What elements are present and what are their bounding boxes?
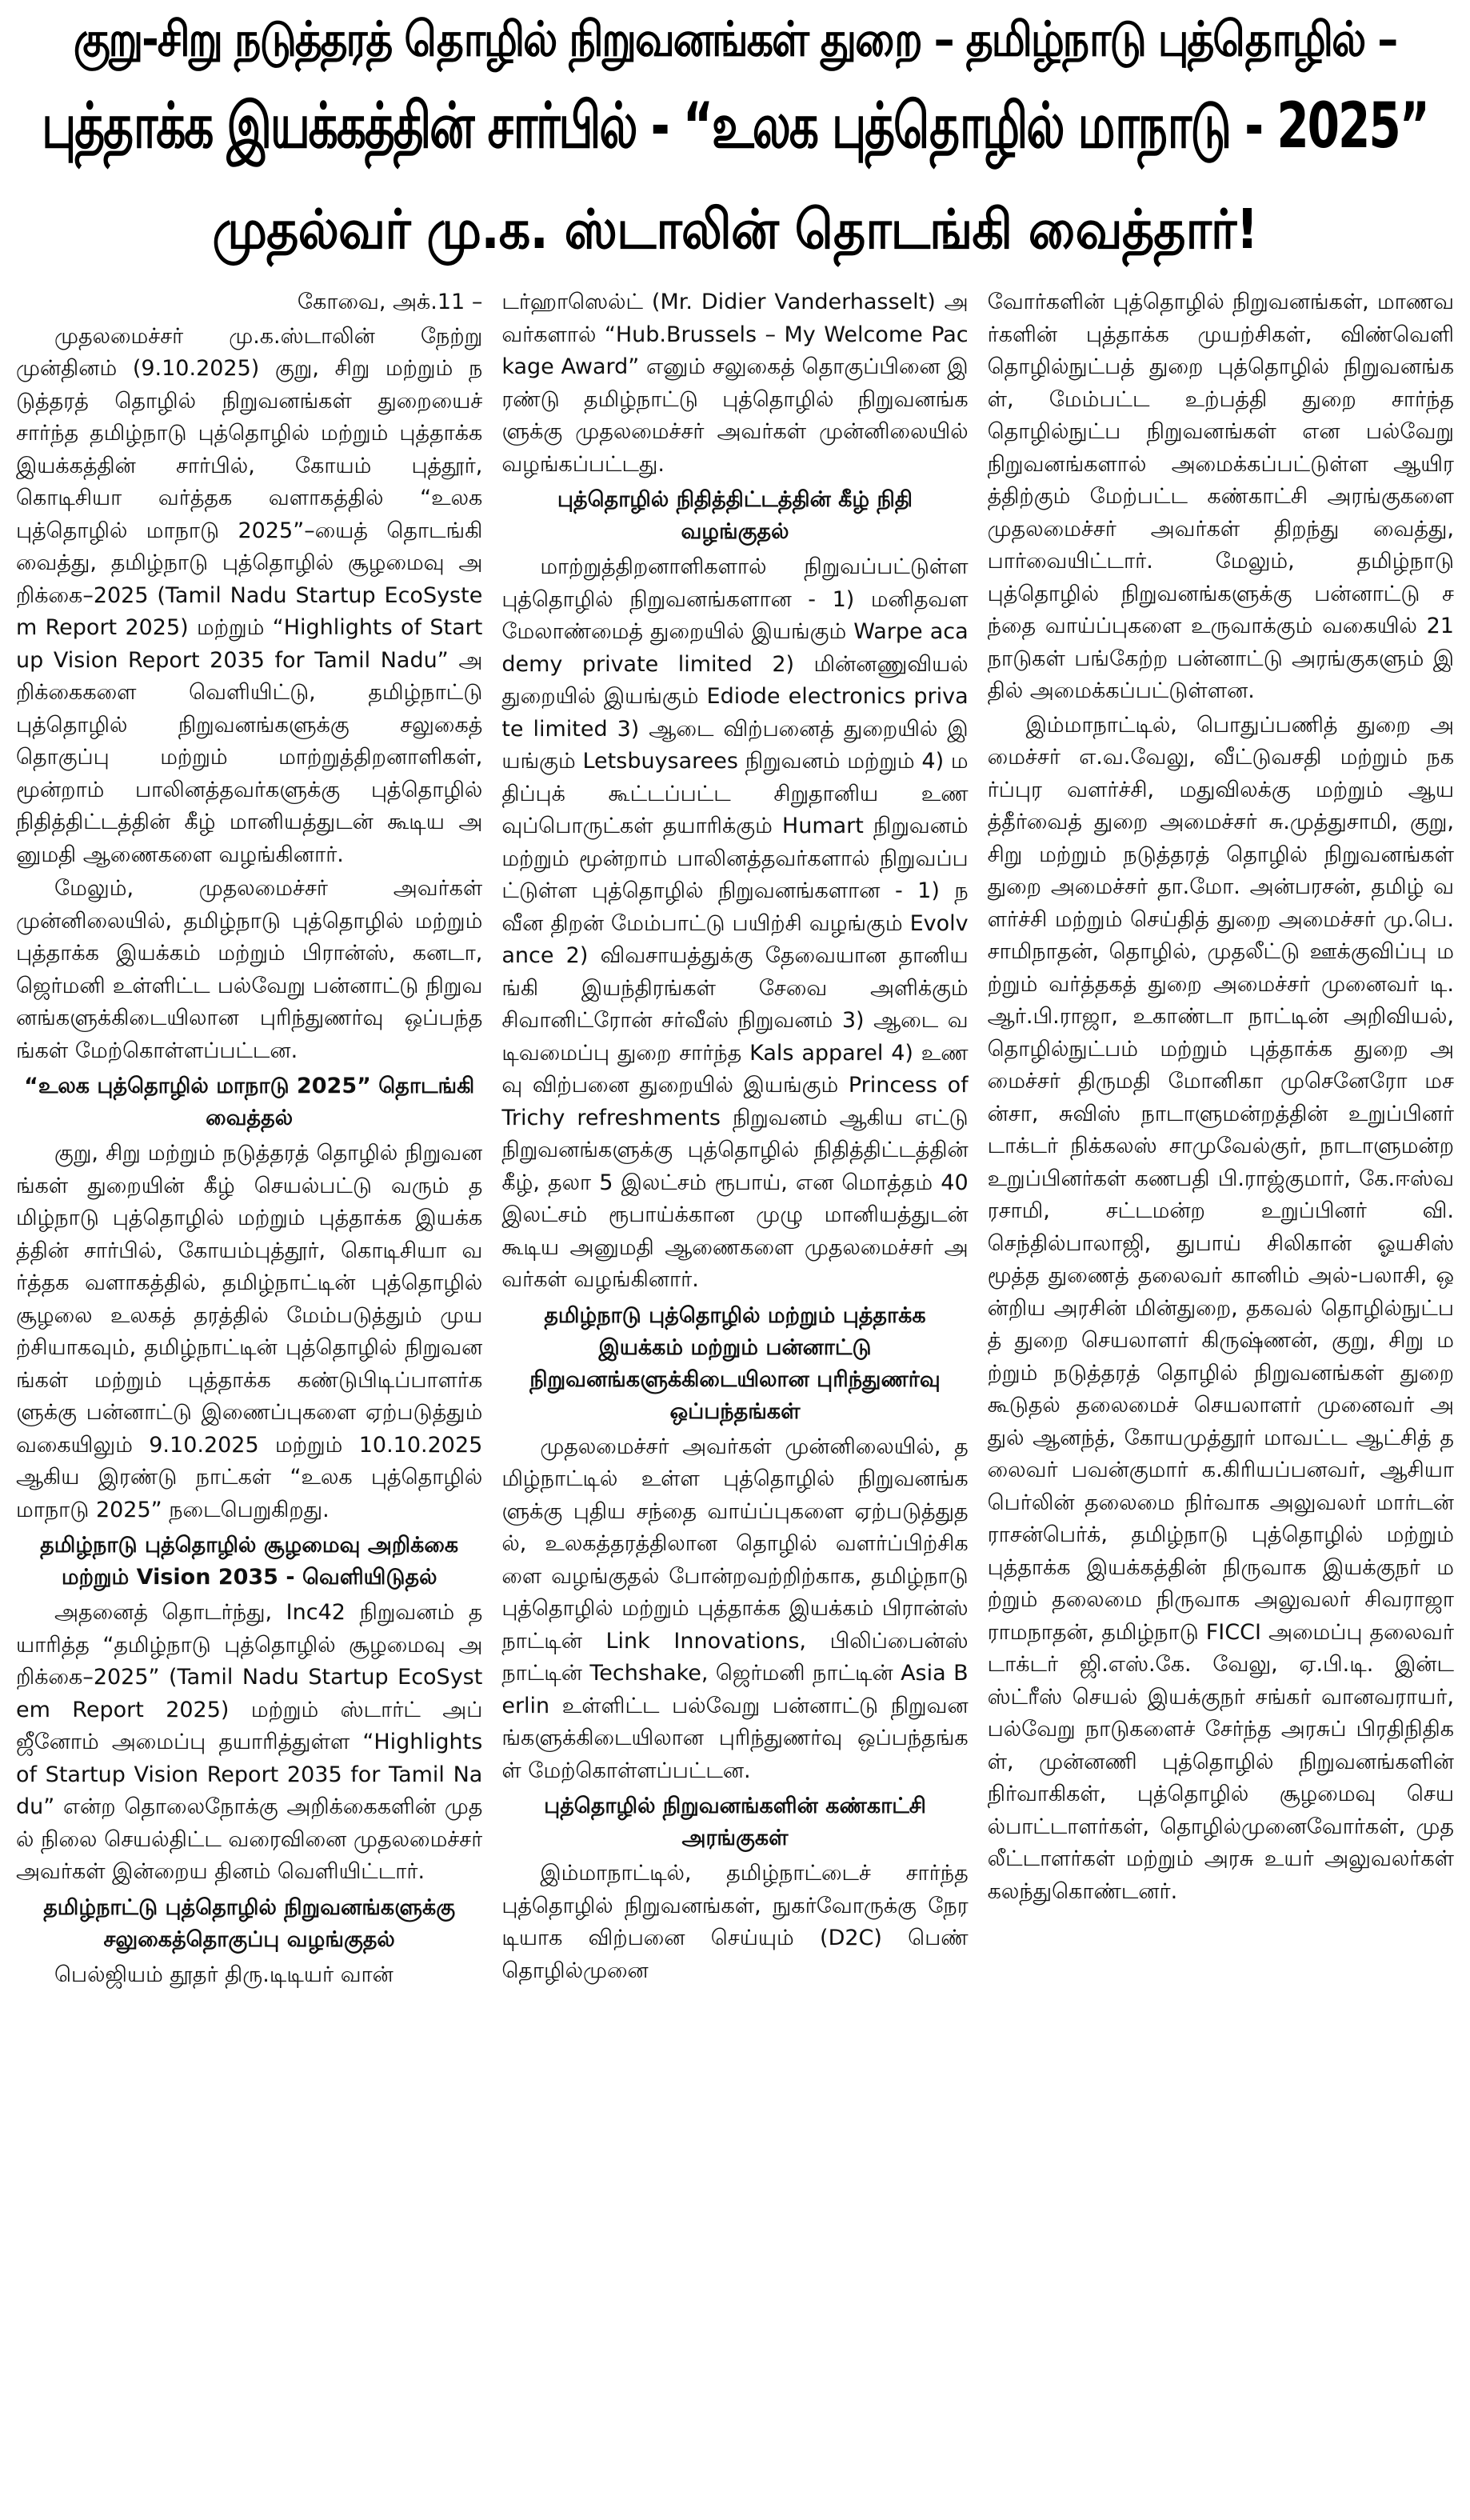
col1-paragraph-1: முதலமைச்சர் மு.க.ஸ்டாலின் நேற்று முன்தினம் (9.10.2025) குறு, சிறு மற்றும் நடுத்தரத் தொழில் நிறுவனங்கள் துறையைச் சார்ந்த தமிழ்நாடு புத்தொழில் மற்றும் புத்தாக்க இயக்கத்தின் சார்பில், கோயம் புத்தூர், கொடிசியா வர்த்தக வளாகத்தில் “உலக புத்தொழில் மாநாடு 2025”–யைத் தொடங்கி வைத்து, தமிழ்நாடு புத்தொழில் சூழமைவு அறிக்கை–2025 (Tamil Nadu Startup EcoSystem Report 2025) மற்றும் “Highlights of Startup Vision Report 2035 for Tamil Nadu” அறிக்கைகளை வெளியிட்டு, தமிழ்நாட்டு புத்தொழில் நிறுவனங்களுக்கு சலுகைத் தொகுப்பு மற்றும் மாற்றுத்திறனாளிகள், மூன்றாம் பாலினத்தவர்களுக்கு புத்தொழில் நிதித்திட்டத்தின் கீழ் மானியத்துடன் கூடிய அனுமதி ஆணைகளை வழங்கினார். xyxy=(16,323,483,867)
column-2 xyxy=(501,286,968,2518)
subheading-summit-launch: “உலக புத்தொழில் மாநாடு 2025” தொடங்கி வைத்தல் xyxy=(24,1074,475,1130)
col3-paragraph-1: வோர்களின் புத்தொழில் நிறுவனங்கள், மாணவர்களின் புத்தாக்க முயற்சிகள், விண்வெளி தொழில்நுட்பத் துறை புத்தொழில் நிறுவனங்கள், மேம்பட்ட உற்பத்தி துறை சார்ந்த தொழில்நுட்ப நிறுவனங்கள் என பல்வேறு நிறுவனங்களால் அமைக்கப்பட்டுள்ள ஆயிரத்திற்கும் மேற்பட்ட கண்காட்சி அரங்குகளை முதலமைச்சர் அவர்கள் திறந்து வைத்து, பார்வையிட்டார். மேலும், தமிழ்நாடு புத்தொழில் நிறுவனங்களுக்கு பன்னாட்டு சந்தை வாய்ப்புகளை உருவாக்கும் வகையில் 21 நாடுகள் பங்கேற்ற பன்னாட்டு அரங்குகளும் இதில் அமைக்கப்பட்டுள்ளன. xyxy=(987,290,1454,703)
dateline: கோவை, அக்.11 – xyxy=(297,290,483,314)
subheading-exhibition: புத்தொழில் நிறுவனங்களின் கண்காட்சி அரங்குகள் xyxy=(544,1794,926,1850)
subheading-mou: தமிழ்நாடு புத்தொழில் மற்றும் புத்தாக்க இயக்கம் மற்றும் பன்னாட்டு நிறுவனங்களுக்கிடையிலான புரிந்துணர்வு ஒப்பந்தங்கள் xyxy=(529,1302,941,1424)
col1-paragraph-4: அதனைத் தொடர்ந்து, Inc42 நிறுவனம் தயாரித்த “தமிழ்நாடு புத்தொழில் சூழமைவு அறிக்கை–2025” (Tamil Nadu Startup EcoSystem Report 2025) மற்றும் ஸ்டார்ட் அப் ஜீனோம் அமைப்பு தயாரித்துள்ள “Highlights of Startup Vision Report 2035 for Tamil Nadu” என்ற தொலைநோக்கு அறிக்கைகளின் முதல் நிலை செயல்திட்ட வரைவினை முதலமைச்சர் அவர்கள் இன்றைய தினம் வெளியிட்டார். xyxy=(16,1600,483,1884)
subheading-report-release: தமிழ்நாடு புத்தொழில் சூழமைவு அறிக்கை மற்றும் Vision 2035 - வெளியிடுதல் xyxy=(40,1533,459,1590)
subheading-fund-disbursal: புத்தொழில் நிதித்திட்டத்தின் கீழ் நிதி வழங்குதல் xyxy=(557,487,913,544)
headline-line-2: புத்தாக்க இயக்கத்தின் சார்பில் - “உலக புத்தொழில் மாநாடு - 2025” xyxy=(42,89,1428,162)
subheading-incentive-package: தமிழ்நாட்டு புத்தொழில் நிறுவனங்களுக்கு சலுகைத்தொகுப்பு வழங்குதல் xyxy=(43,1894,456,1952)
col1-paragraph-2: மேலும், முதலமைச்சர் அவர்கள் முன்னிலையில், தமிழ்நாடு புத்தொழில் மற்றும் புத்தாக்க இயக்கம் மற்றும் பிரான்ஸ், கனடா, ஜெர்மனி உள்ளிட்ட பல்வேறு பன்னாட்டு நிறுவனங்களுக்கிடையிலான புரிந்துணர்வு ஒப்பந்தங்கள் மேற்கொள்ளப்பட்டன. xyxy=(16,876,483,1063)
col3-paragraph-2: இம்மாநாட்டில், பொதுப்பணித் துறை அமைச்சர் எ.வ.வேலு, வீட்டுவசதி மற்றும் நகர்ப்புர வளர்ச்சி, மதுவிலக்கு மற்றும் ஆயத்தீர்வைத் துறை அமைச்சர் சு.முத்துசாமி, குறு, சிறு மற்றும் நடுத்தரத் தொழில் நிறுவனங்கள் துறை அமைச்சர் தா.மோ. அன்பரசன், தமிழ் வளர்ச்சி மற்றும் செய்தித் துறை அமைச்சர் மு.பெ.சாமிநாதன், தொழில், முதலீட்டு ஊக்குவிப்பு மற்றும் வர்த்தகத் துறை அமைச்சர் முனைவர் டி.ஆர்.பி.ராஜா, உகாண்டா நாட்டின் அறிவியல், தொழில்நுட்பம் மற்றும் புத்தாக்க துறை அமைச்சர் திருமதி மோனிகா முசெனேரோ மசன்சா, சுவிஸ் நாடாளுமன்றத்தின் உறுப்பினர் டாக்டர் நிக்கலஸ் சாமுவேல்குர், நாடாளுமன்ற உறுப்பினர்கள் கணபதி பி.ராஜ்குமார், கே.ஈஸ்வரசாமி, சட்டமன்ற உறுப்பினர் வி.செந்தில்பாலாஜி, துபாய் சிலிகான் ஓயசிஸ் மூத்த துணைத் தலைவர் கானிம் அல்-பலாசி, ஒன்றிய அரசின் மின்துறை, தகவல் தொழில்நுட்பத் துறை செயலாளர் கிருஷ்ணன், குறு, சிறு மற்றும் நடுத்தரத் தொழில் நிறுவனங்கள் துறை கூடுதல் தலைமைச் செயலாளர் முனைவர் அதுல் ஆனந்த், கோயமுத்தூர் மாவட்ட ஆட்சித் தலைவர் பவன்குமார் க.கிரியப்பனவர், ஆசியா பெர்லின் தலைமை நிர்வாக அலுவலர் மார்டன் ராசன்பெர்க், தமிழ்நாடு புத்தொழில் மற்றும் புத்தாக்க இயக்கத்தின் நிருவாக இயக்குநர் மற்றும் தலைமை நிருவாக அலுவலர் சிவராஜா ராமநாதன், தமிழ்நாடு FICCI அமைப்பு தலைவர் டாக்டர் ஜி.எஸ்.கே. வேலு, ஏ.பி.டி. இன்டஸ்ட்ரீஸ் செயல் இயக்குநர் சங்கர் வானவராயர், பல்வேறு நாடுகளைச் சேர்ந்த அரசுப் பிரதிநிதிகள், முன்னணி புத்தொழில் நிறுவனங்களின் நிர்வாகிகள், புத்தொழில் சூழமைவு செயல்பாட்டாளர்கள், தொழில்முனைவோர்கள், முதலீட்டாளர்கள் மற்றும் அரசு உயர் அலுவலர்கள் கலந்துகொண்டனர். xyxy=(987,712,1454,1904)
article-columns xyxy=(16,286,1454,2518)
headline-line-1: குறு-சிறு நடுத்தரத் தொழில் நிறுவனங்கள் துறை – தமிழ்நாடு புத்தொழில் – xyxy=(73,12,1397,68)
column-1 xyxy=(16,286,482,2518)
col2-paragraph-4: இம்மாநாட்டில், தமிழ்நாட்டைச் சார்ந்த புத்தொழில் நிறுவனங்கள், நுகர்வோருக்கு நேரடியாக விற்பனை செய்யும் (D2C) பெண் தொழில்முனை xyxy=(501,1861,969,1983)
col2-paragraph-2: மாற்றுத்திறனாளிகளால் நிறுவப்பட்டுள்ள புத்தொழில் நிறுவனங்களான - 1) மனிதவள மேலாண்மைத் துறையில் இயங்கும் Warpe academy private limited 2) மின்னணுவியல் துறையில் இயங்கும் Ediode electronics private limited 3) ஆடை விற்பனைத் துறையில் இயங்கும் Letsbuysarees நிறுவனம் மற்றும் 4) மதிப்புக் கூட்டப்பட்ட சிறுதானிய உணவுப்பொருட்கள் தயாரிக்கும் Humart நிறுவனம் மற்றும் மூன்றாம் பாலினத்தவர்களால் நிறுவப்பட்டுள்ள புத்தொழில் நிறுவனங்களான - 1) நவீன திறன் மேம்பாட்டு பயிற்சி வழங்கும் Evolvance 2) விவசாயத்துக்கு தேவையான தானியங்கி இயந்திரங்கள் சேவை அளிக்கும் சிவானிட்ரோன் சர்வீஸ் நிறுவனம் 3) ஆடை வடிவமைப்பு துறை சார்ந்த Kals apparel 4) உணவு விற்பனை துறையில் இயங்கும் Princess of Trichy refreshments நிறுவனம் ஆகிய எட்டு நிறுவனங்களுக்கு புத்தொழில் நிதித்திட்டத்தின் கீழ், தலா 5 இலட்சம் ரூபாய், என மொத்தம் 40 இலட்சம் ரூபாய்க்கான முழு மானியத்துடன் கூடிய அனுமதி ஆணைகளை முதலமைச்சர் அவர்கள் வழங்கினார். xyxy=(501,554,969,1292)
col1-paragraph-3: குறு, சிறு மற்றும் நடுத்தரத் தொழில் நிறுவனங்கள் துறையின் கீழ் செயல்பட்டு வரும் தமிழ்நாடு புத்தொழில் மற்றும் புத்தாக்க இயக்கத்தின் சார்பில், கோயம்புத்தூர், கொடிசியா வர்த்தக வளாகத்தில், தமிழ்நாட்டின் புத்தொழில் சூழலை உலகத் தரத்தில் மேம்படுத்தும் முயற்சியாகவும், தமிழ்நாட்டின் புத்தொழில் நிறுவனங்கள் மற்றும் புத்தாக்க கண்டுபிடிப்பாளர்களுக்கு பன்னாட்டு இணைப்புகளை ஏற்படுத்தும் வகையிலும் 9.10.2025 மற்றும் 10.10.2025 ஆகிய இரண்டு நாட்கள் “உலக புத்தொழில் மாநாடு 2025” நடைபெறுகிறது. xyxy=(16,1141,483,1522)
column-3 xyxy=(988,286,1454,2518)
col2-paragraph-1: டர்ஹாஸெல்ட் (Mr. Didier Vanderhasselt) அவர்களால் “Hub.Brussels – My Welcome Package Award” எனும் சலுகைத் தொகுப்பினை இரண்டு தமிழ்நாட்டு புத்தொழில் நிறுவனங்களுக்கு முதலமைச்சர் அவர்கள் முன்னிலையில் வழங்கப்பட்டது. xyxy=(501,290,969,477)
col2-paragraph-3: முதலமைச்சர் அவர்கள் முன்னிலையில், தமிழ்நாட்டில் உள்ள புத்தொழில் நிறுவனங்களுக்கு புதிய சந்தை வாய்ப்புகளை ஏற்படுத்துதல், உலகத்தரத்திலான தொழில் வளர்ப்பிற்சிகளை வழங்குதல் போன்றவற்றிற்காக, தமிழ்நாடு புத்தொழில் மற்றும் புத்தாக்க இயக்கம் பிரான்ஸ் நாட்டின் Link Innovations, பிலிப்பைன்ஸ் நாட்டின் Techshake, ஜெர்மனி நாட்டின் Asia Berlin உள்ளிட்ட பல்வேறு பன்னாட்டு நிறுவனங்களுக்கிடையிலான புரிந்துணர்வு ஒப்பந்தங்கள் மேற்கொள்ளப்பட்டன. xyxy=(501,1434,969,1783)
col1-paragraph-5: பெல்ஜியம் தூதர் திரு.டிடியர் வான் xyxy=(54,1962,393,1987)
headline-line-3: முதல்வர் மு.க. ஸ்டாலின் தொடங்கி வைத்தார்! xyxy=(212,197,1258,262)
